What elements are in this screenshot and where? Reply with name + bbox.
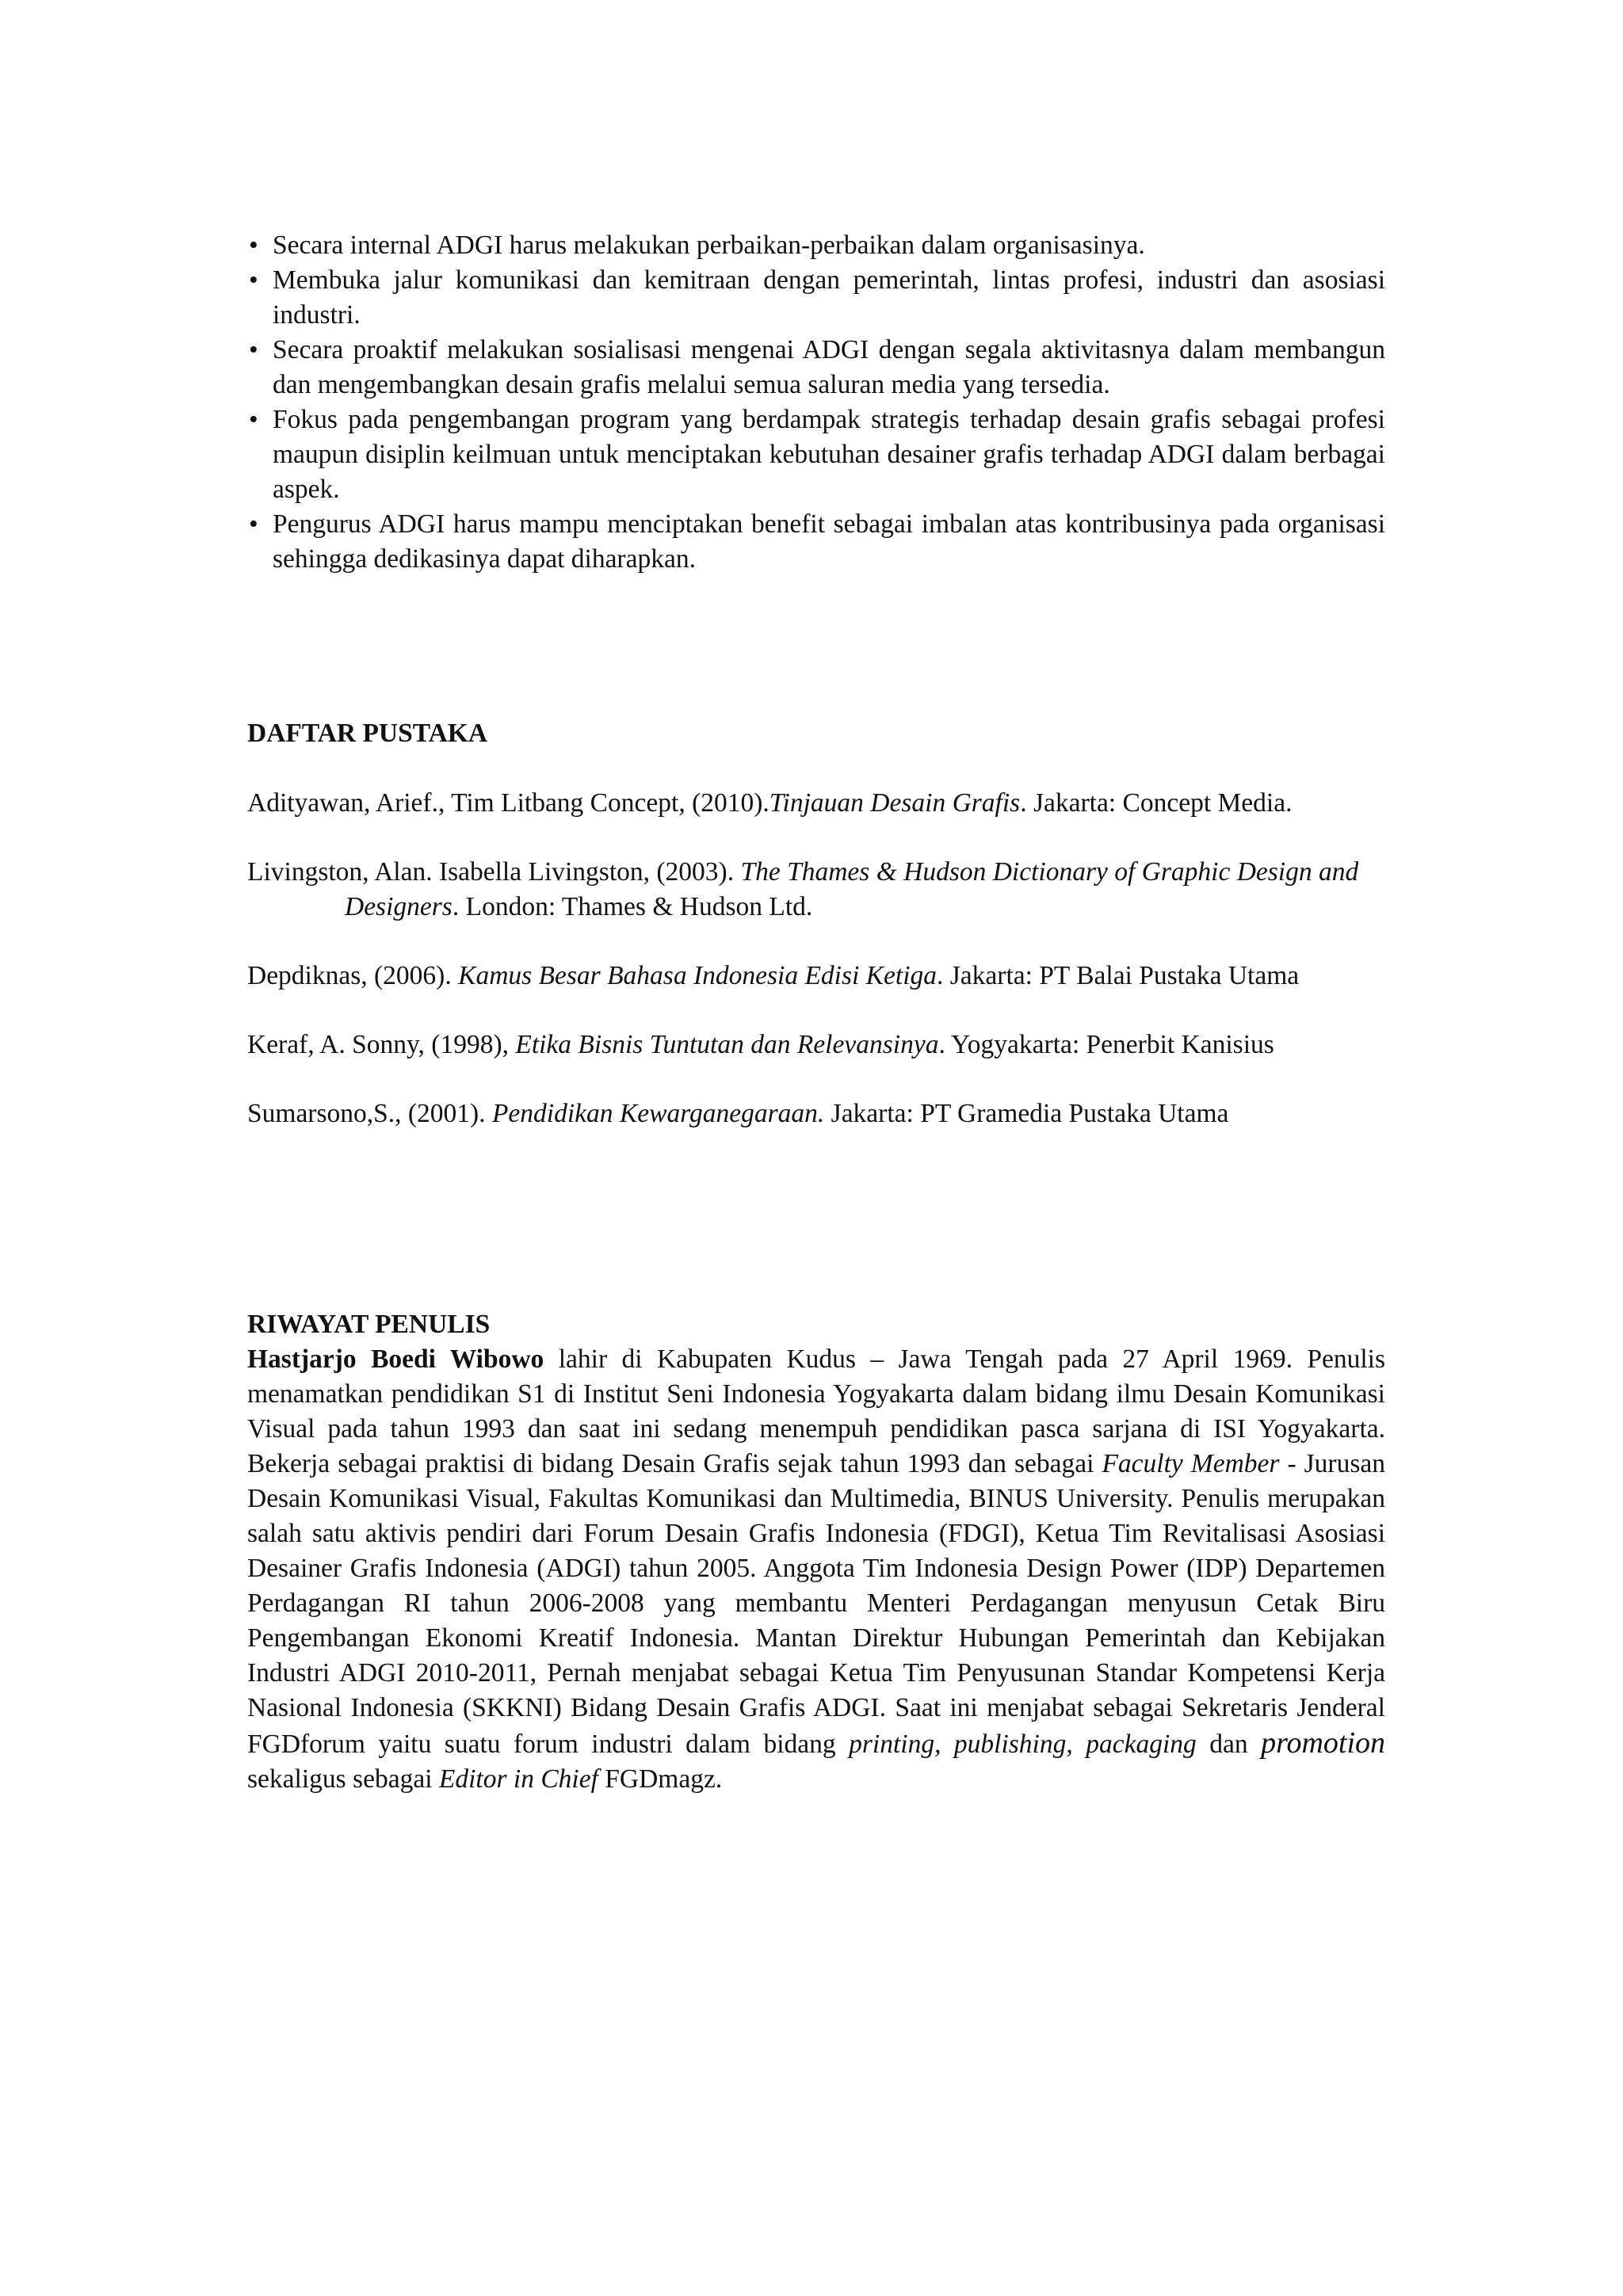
reference-title: Tinjauan Desain Grafis (769, 788, 1021, 818)
bio-text-part: sekaligus sebagai (247, 1764, 439, 1794)
reference-title: The Thames & Hudson Dictionary of Graphic Design and Designers (345, 857, 1359, 921)
reference-title: Kamus Besar Bahasa Indonesia Edisi Ketiga (458, 961, 938, 990)
bullet-icon: • (249, 405, 258, 434)
bio-text-part: - Jurusan Desain Komunikasi Visual, Fakultas Komunikasi dan Multimedia, BINUS University. Penulis merupakan salah satu aktivis pendiri dari Forum Desain Grafis Indonesia (FDGI), Ketua Tim Revitalisasi Asosiasi Desainer Grafis Indonesia (ADGI) tahun 2005. Anggota Tim Indonesia Design Power (IDP) Departemen Perdagangan RI tahun 2006-2008 yang membantu Menteri Perdagangan menyusun Cetak Biru Pengembangan Ekonomi Kreatif Indonesia. Mantan Direktur Hubungan Pemerintah dan Kebijakan Industri ADGI 2010-2011, Pernah menjabat sebagai Ketua Tim Penyusunan Standar Kompetensi Kerja Nasional Indonesia (SKKNI) Bidang Desain Grafis ADGI. Saat ini menjabat sebagai Sekretaris Jenderal FGDforum yaitu suatu forum industri dalam bidang (247, 1449, 1385, 1759)
reference-item (247, 786, 1385, 821)
author-name: Hastjarjo Boedi Wibowo (247, 1344, 544, 1374)
riwayat-penulis-heading: RIWAYAT PENULIS (247, 1310, 491, 1339)
reference-publisher: Jakarta: PT Gramedia Pustaka Utama (824, 1099, 1229, 1128)
reference-authors: Depdiknas, (2006). (247, 961, 459, 990)
bullet-text: Fokus pada pengembangan program yang berdampak strategis terhadap desain grafis sebagai profesi maupun disiplin keilmuan untuk menciptakan kebutuhan desainer grafis terhadap ADGI dalam berbagai aspek. (273, 405, 1385, 504)
bullet-icon: • (249, 231, 258, 260)
reference-authors: Adityawan, Arief., Tim Litbang Concept, (2010). (247, 788, 769, 818)
riwayat-penulis-section (247, 1307, 1385, 1797)
bio-emphasis: printing, publishing, packaging (849, 1730, 1197, 1759)
bio-text-part: FGDmagz. (598, 1764, 723, 1794)
bullet-text: Secara internal ADGI harus melakukan perbaikan-perbaikan dalam organisasinya. (273, 231, 1145, 260)
author-biography (247, 1342, 1385, 1797)
list-item (247, 507, 1385, 577)
list-item (247, 333, 1385, 402)
list-item (247, 263, 1385, 333)
reference-title: Pendidikan Kewarganegaraan. (491, 1099, 825, 1128)
reference-publisher: . Jakarta: Concept Media. (1020, 788, 1293, 818)
bio-text-part: lahir di Kabupaten Kudus – Jawa Tengah pada 27 April 1969. Penulis menamatkan pendidikan S1 di Institut Seni Indonesia Yogyakarta dalam bidang ilmu Desain Komunikasi Visual pada tahun 1993 dan saat ini sedang menempuh pendidikan pasca sarjana di ISI Yogyakarta. Bekerja sebagai praktisi di bidang Desain Grafis sejak tahun 1993 dan sebagai (247, 1344, 1385, 1478)
reference-item (247, 1097, 1385, 1131)
reference-authors: Livingston, Alan. Isabella Livingston, (2003). (247, 857, 741, 887)
bullet-icon: • (249, 265, 258, 295)
bullet-text: Membuka jalur komunikasi dan kemitraan dengan pemerintah, lintas profesi, industri dan asosiasi industri. (273, 265, 1385, 330)
daftar-pustaka-heading: DAFTAR PUSTAKA (247, 719, 488, 748)
list-item (247, 228, 1385, 263)
page-content (247, 228, 1386, 1794)
bullet-text: Secara proaktif melakukan sosialisasi mengenai ADGI dengan segala aktivitasnya dalam membangun dan mengembangkan desain grafis melalui semua saluran media yang tersedia. (273, 335, 1385, 399)
reference-authors: Keraf, A. Sonny, (1998), (247, 1030, 516, 1059)
reference-publisher: . Jakarta: PT Balai Pustaka Utama (937, 961, 1300, 990)
bullet-list (247, 228, 1385, 577)
bullet-icon: • (249, 335, 258, 364)
bio-emphasis: promotion (1261, 1726, 1386, 1760)
reference-item (247, 1028, 1385, 1062)
bio-emphasis: Editor in Chief (438, 1764, 598, 1794)
reference-list (247, 786, 1385, 1165)
reference-publisher: . Yogyakarta: Penerbit Kanisius (938, 1030, 1274, 1059)
reference-item (247, 855, 1385, 925)
bullet-text: Pengurus ADGI harus mampu menciptakan benefit sebagai imbalan atas kontribusinya pada organisasi sehingga dedikasinya dapat diharapkan. (273, 509, 1385, 574)
list-item (247, 402, 1385, 507)
bullet-icon: • (249, 509, 258, 539)
reference-authors: Sumarsono,S., (2001). (247, 1099, 492, 1128)
bio-emphasis: Faculty Member (1102, 1449, 1280, 1478)
reference-item (247, 959, 1385, 994)
bio-text-part: dan (1196, 1730, 1262, 1759)
reference-publisher: . London: Thames & Hudson Ltd. (452, 892, 813, 921)
reference-title: Etika Bisnis Tuntutan dan Relevansinya (515, 1030, 939, 1059)
